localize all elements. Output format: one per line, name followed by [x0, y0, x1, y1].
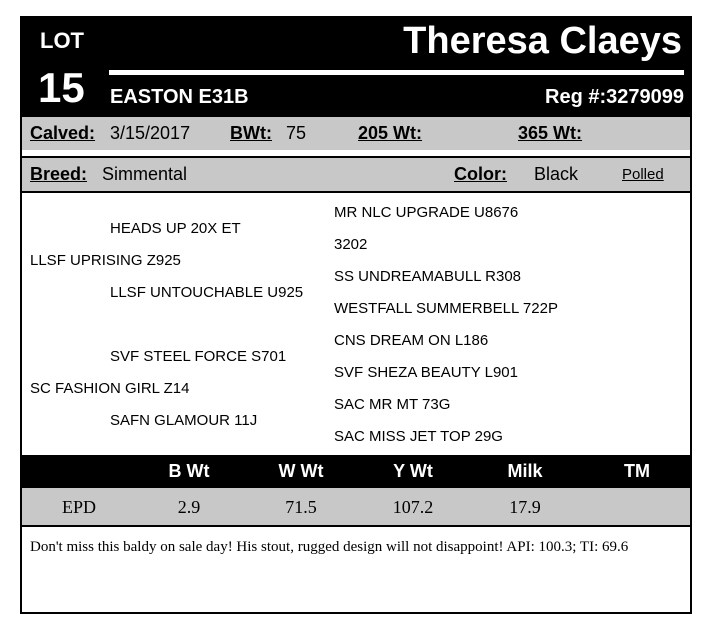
breed-value: Simmental	[102, 164, 188, 184]
breed-row	[22, 156, 690, 193]
epd-value-milk: 17.9	[509, 497, 541, 517]
pedigree-g6: SVF SHEZA BEAUTY L901	[334, 364, 518, 381]
pedigree-dam-dam: SAFN GLAMOUR 11J	[110, 412, 258, 429]
breed-label: Breed:	[30, 164, 88, 184]
birth-row	[22, 115, 690, 150]
epd-value-wwt: 71.5	[285, 497, 317, 517]
pedigree	[22, 193, 690, 455]
epd-value-ywt: 107.2	[392, 497, 434, 517]
remarks: Don't miss this baldy on sale day! His stout, rugged design will not disappoint! API: 100.3; TI: 69.6	[30, 539, 629, 555]
color-value: Black	[534, 164, 579, 184]
pedigree-g8: SAC MISS JET TOP 29G	[334, 428, 503, 445]
pedigree-sire-dam: LLSF UNTOUCHABLE U925	[110, 284, 304, 301]
registration-number: Reg #:3279099	[545, 86, 684, 108]
pedigree-dam-sire: SVF STEEL FORCE S701	[110, 348, 287, 365]
bwt-value: 75	[286, 123, 307, 143]
pedigree-g3: SS UNDREAMABULL R308	[334, 268, 522, 285]
epd-header-milk: Milk	[507, 461, 543, 481]
epd-row-label: EPD	[61, 497, 96, 517]
lot-label: LOT	[40, 28, 84, 53]
header-rule	[109, 70, 684, 75]
wt365-label: 365 Wt:	[518, 123, 583, 143]
wt205-label: 205 Wt:	[358, 123, 423, 143]
owner-name: Theresa Claeys	[403, 20, 682, 62]
pedigree-sire-sire: HEADS UP 20X ET	[110, 220, 241, 237]
epd-value-bwt: 2.9	[177, 497, 201, 517]
lot-card	[20, 16, 692, 614]
pedigree-sire: LLSF UPRISING Z925	[30, 252, 181, 269]
epd-header-wwt: W Wt	[278, 461, 324, 481]
pedigree-g5: CNS DREAM ON L186	[334, 332, 489, 349]
epd-header-tm: TM	[624, 461, 650, 481]
epd-header-bwt: B Wt	[168, 461, 210, 481]
pedigree-dam: SC FASHION GIRL Z14	[30, 380, 190, 397]
bwt-label: BWt:	[230, 123, 272, 143]
pedigree-g2: 3202	[334, 236, 368, 253]
calved-value: 3/15/2017	[110, 123, 191, 143]
epd-values-row	[22, 488, 690, 527]
pedigree-g4: WESTFALL SUMMERBELL 722P	[334, 300, 558, 317]
polled-label: Polled	[622, 166, 664, 183]
epd-header-row	[22, 455, 690, 488]
epd-header-ywt: Y Wt	[393, 461, 433, 481]
animal-name: EASTON E31B	[110, 86, 249, 108]
pedigree-g7: SAC MR MT 73G	[334, 396, 451, 413]
calved-label: Calved:	[30, 123, 96, 143]
lot-number: 15	[38, 64, 85, 111]
color-label: Color:	[454, 164, 507, 184]
lot-header	[22, 18, 690, 115]
pedigree-g1: MR NLC UPGRADE U8676	[334, 204, 519, 221]
